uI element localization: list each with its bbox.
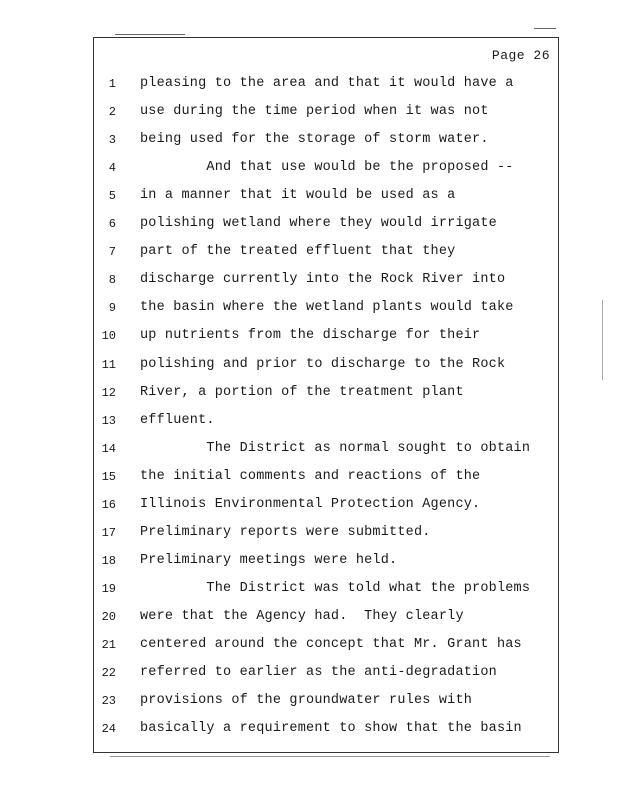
- line-number: 14: [101, 441, 116, 456]
- line-number: 23: [101, 694, 116, 709]
- line-number: 12: [101, 385, 116, 400]
- transcript-line: use during the time period when it was not: [140, 104, 489, 120]
- line-number: 13: [101, 413, 116, 428]
- line-number: 16: [101, 497, 116, 512]
- transcript-line: The District as normal sought to obtain: [140, 440, 531, 456]
- transcript-line: part of the treated effluent that they: [140, 244, 456, 260]
- line-number: 22: [101, 666, 116, 681]
- line-number: 5: [108, 189, 116, 204]
- transcript-page: [93, 37, 559, 753]
- scan-artifact: [534, 28, 556, 29]
- transcript-line: The District was told what the problems: [140, 580, 531, 596]
- line-number: 6: [108, 217, 116, 232]
- transcript-line: pleasing to the area and that it would have a: [140, 76, 514, 91]
- line-number: 8: [108, 273, 116, 288]
- line-number: 9: [108, 301, 116, 316]
- transcript-line: being used for the storage of storm water.: [140, 132, 489, 148]
- line-number: 10: [101, 329, 116, 344]
- transcript-line: were that the Agency had. They clearly: [140, 608, 464, 624]
- line-number: 17: [101, 525, 116, 540]
- transcript-line: polishing wetland where they would irrigate: [140, 216, 497, 232]
- line-number: 20: [101, 609, 116, 624]
- line-number: 19: [101, 581, 116, 596]
- line-number: 21: [101, 638, 116, 652]
- transcript-line: provisions of the groundwater rules with: [140, 693, 473, 709]
- scan-artifact: [115, 34, 185, 35]
- scan-artifact: [602, 300, 603, 380]
- line-number: 15: [101, 469, 116, 484]
- scan-artifact: [110, 756, 550, 757]
- line-number: 24: [101, 722, 116, 737]
- transcript-line: basically a requirement to show that the basin: [140, 721, 522, 737]
- transcript-line: River, a portion of the treatment plant: [140, 384, 464, 400]
- transcript-line: in a manner that it would be used as a: [140, 188, 456, 204]
- transcript-line: And that use would be the proposed --: [140, 160, 514, 176]
- transcript-line: effluent.: [140, 412, 215, 428]
- line-number: 18: [101, 553, 116, 568]
- page-number: Page 26: [491, 48, 550, 63]
- transcript-line: up nutrients from the discharge for their: [140, 328, 481, 344]
- transcript-line: polishing and prior to discharge to the Rock: [140, 356, 506, 372]
- line-number: 2: [108, 105, 116, 120]
- transcript-line: the basin where the wetland plants would take: [140, 300, 514, 316]
- transcript-line: Preliminary reports were submitted.: [140, 524, 431, 540]
- transcript-line: the initial comments and reactions of the: [140, 468, 481, 484]
- line-number: 7: [108, 245, 116, 260]
- line-number: 3: [108, 133, 116, 148]
- transcript-line: Preliminary meetings were held.: [140, 552, 398, 568]
- line-number: 11: [101, 357, 116, 372]
- transcript-line: Illinois Environmental Protection Agency.: [140, 496, 481, 512]
- line-number: 1: [108, 77, 116, 91]
- transcript-line: referred to earlier as the anti-degradation: [140, 665, 497, 681]
- transcript-line: discharge currently into the Rock River into: [140, 272, 506, 288]
- line-number: 4: [108, 161, 116, 176]
- transcript-line: centered around the concept that Mr. Grant has: [140, 637, 522, 652]
